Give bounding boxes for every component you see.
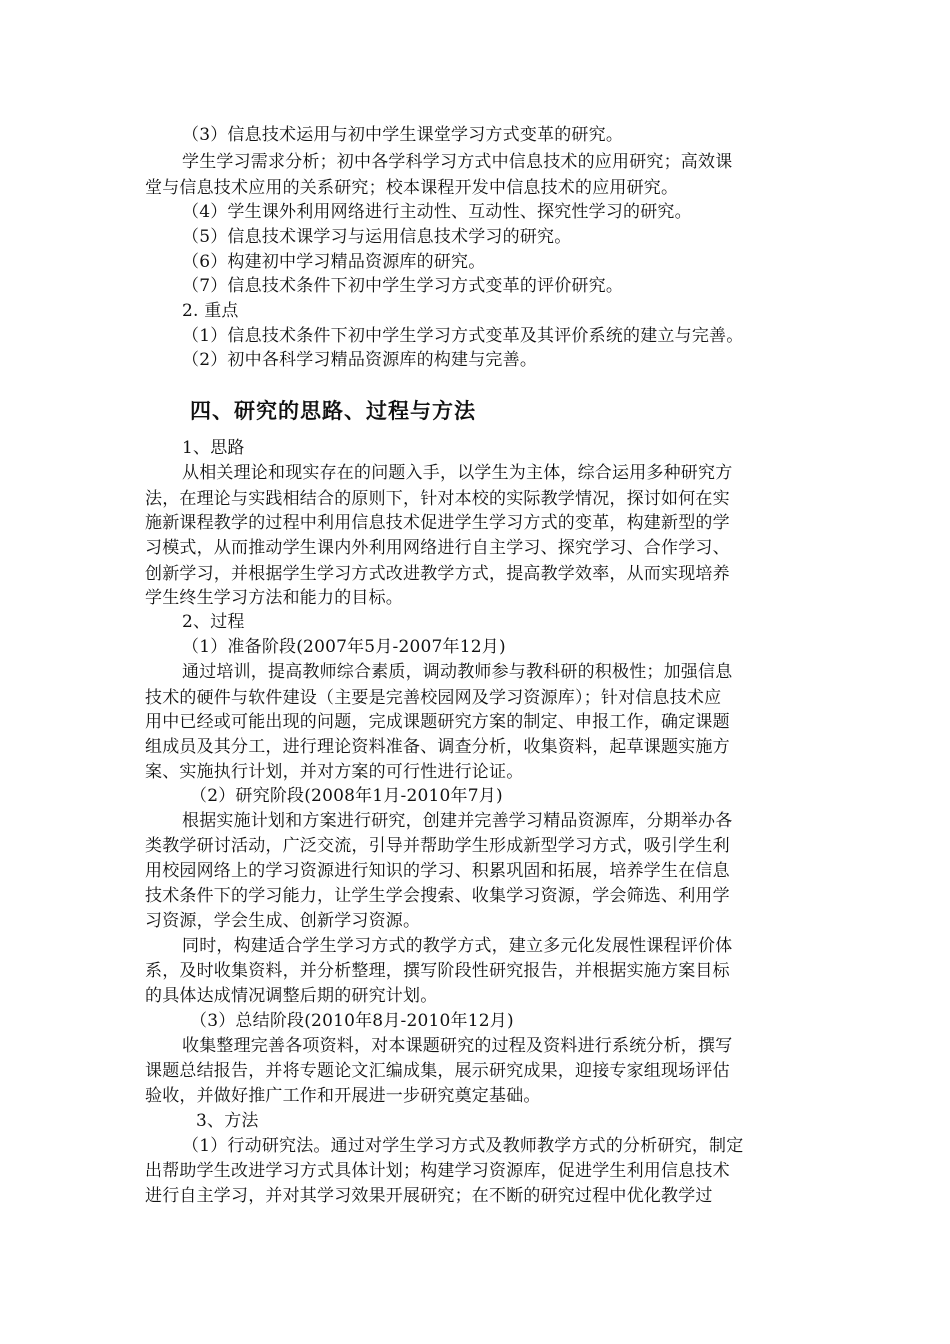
paragraph-line: 技术的硬件与软件建设（主要是完善校园网及学习资源库）；针对信息技术应: [145, 688, 722, 708]
paragraph-line: 收集整理完善各项资料，对本课题研究的过程及资料进行系统分析，撰写: [182, 1036, 733, 1056]
paragraph-line: 习资源，学会生成、创新学习资源。: [145, 911, 421, 931]
paragraph-line: 的具体达成情况调整后期的研究计划。: [145, 986, 438, 1006]
paragraph-line: 同时，构建适合学生学习方式的教学方式，建立多元化发展性课程评价体: [182, 936, 733, 956]
paragraph-line: 用中已经或可能出现的问题，完成课题研究方案的制定、申报工作，确定课题: [145, 712, 730, 732]
paragraph-line: 类教学研讨活动，广泛交流，引导并帮助学生形成新型学习方式，吸引学生利: [145, 836, 730, 856]
paragraph-line: 习模式，从而推动学生课内外利用网络进行自主学习、探究学习、合作学习、: [145, 538, 730, 558]
stage-heading: （2）研究阶段(2008年1月-2010年7月): [190, 786, 503, 806]
paragraph-line: （3）信息技术运用与初中学生课堂学习方式变革的研究。: [182, 125, 624, 145]
paragraph-line: 用校园网络上的学习资源进行知识的学习、积累巩固和拓展，培养学生在信息: [145, 861, 730, 881]
paragraph-line: 课题总结报告，并将专题论文汇编成集，展示研究成果，迎接专家组现场评估: [145, 1061, 730, 1081]
paragraph-line: 堂与信息技术应用的关系研究；校本课程开发中信息技术的应用研究。: [145, 178, 679, 198]
stage-heading: （3）总结阶段(2010年8月-2010年12月): [190, 1011, 514, 1031]
section-subheading: 3、方法: [196, 1111, 259, 1131]
paragraph-line: 法，在理论与实践相结合的原则下，针对本校的实际教学情况，探讨如何在实: [145, 489, 730, 509]
paragraph-line: （2）初中各科学习精品资源库的构建与完善。: [182, 350, 538, 370]
paragraph-line: 从相关理论和现实存在的问题入手，以学生为主体，综合运用多种研究方: [182, 463, 733, 483]
paragraph-line: 学生终生学习方法和能力的目标。: [145, 588, 403, 608]
paragraph-line: （1）行动研究法。通过对学生学习方式及教师教学方式的分析研究，制定: [182, 1136, 744, 1156]
stage-heading: （1）准备阶段(2007年5月-2007年12月): [182, 637, 506, 657]
paragraph-line: 通过培训，提高教师综合素质，调动教师参与教科研的积极性；加强信息: [182, 662, 733, 682]
paragraph-line: 根据实施计划和方案进行研究，创建并完善学习精品资源库，分期举办各: [182, 811, 733, 831]
paragraph-line: （6）构建初中学习精品资源库的研究。: [182, 252, 486, 272]
paragraph-line: 案、实施执行计划，并对方案的可行性进行论证。: [145, 762, 524, 782]
section-subheading: 2. 重点: [182, 301, 239, 321]
paragraph-line: 技术条件下的学习能力，让学生学会搜索、收集学习资源，学会筛选、利用学: [145, 886, 730, 906]
paragraph-line: （5）信息技术课学习与运用信息技术学习的研究。: [182, 227, 572, 247]
paragraph-line: 系，及时收集资料，并分析整理，撰写阶段性研究报告，并根据实施方案目标: [145, 961, 730, 981]
paragraph-line: 验收，并做好推广工作和开展进一步研究奠定基础。: [145, 1086, 541, 1106]
paragraph-line: 进行自主学习，并对其学习效果开展研究；在不断的研究过程中优化教学过: [145, 1186, 713, 1206]
paragraph-line: （4）学生课外利用网络进行主动性、互动性、探究性学习的研究。: [182, 202, 692, 222]
section-subheading: 1、思路: [182, 438, 245, 458]
paragraph-line: 学生学习需求分析；初中各学科学习方式中信息技术的应用研究；高效课: [182, 152, 733, 172]
paragraph-line: 施新课程教学的过程中利用信息技术促进学生学习方式的变革，构建新型的学: [145, 513, 730, 533]
section-subheading: 2、过程: [182, 612, 245, 632]
paragraph-line: 出帮助学生改进学习方式具体计划；构建学习资源库，促进学生利用信息技术: [145, 1161, 730, 1181]
section-heading: 四、研究的思路、过程与方法: [190, 399, 476, 423]
paragraph-line: （1）信息技术条件下初中学生学习方式变革及其评价系统的建立与完善。: [182, 326, 744, 346]
paragraph-line: 创新学习，并根据学生学习方式改进教学方式，提高教学效率，从而实现培养: [145, 564, 730, 584]
paragraph-line: （7）信息技术条件下初中学生学习方式变革的评价研究。: [182, 276, 624, 296]
paragraph-line: 组成员及其分工，进行理论资料准备、调查分析，收集资料，起草课题实施方: [145, 737, 730, 757]
